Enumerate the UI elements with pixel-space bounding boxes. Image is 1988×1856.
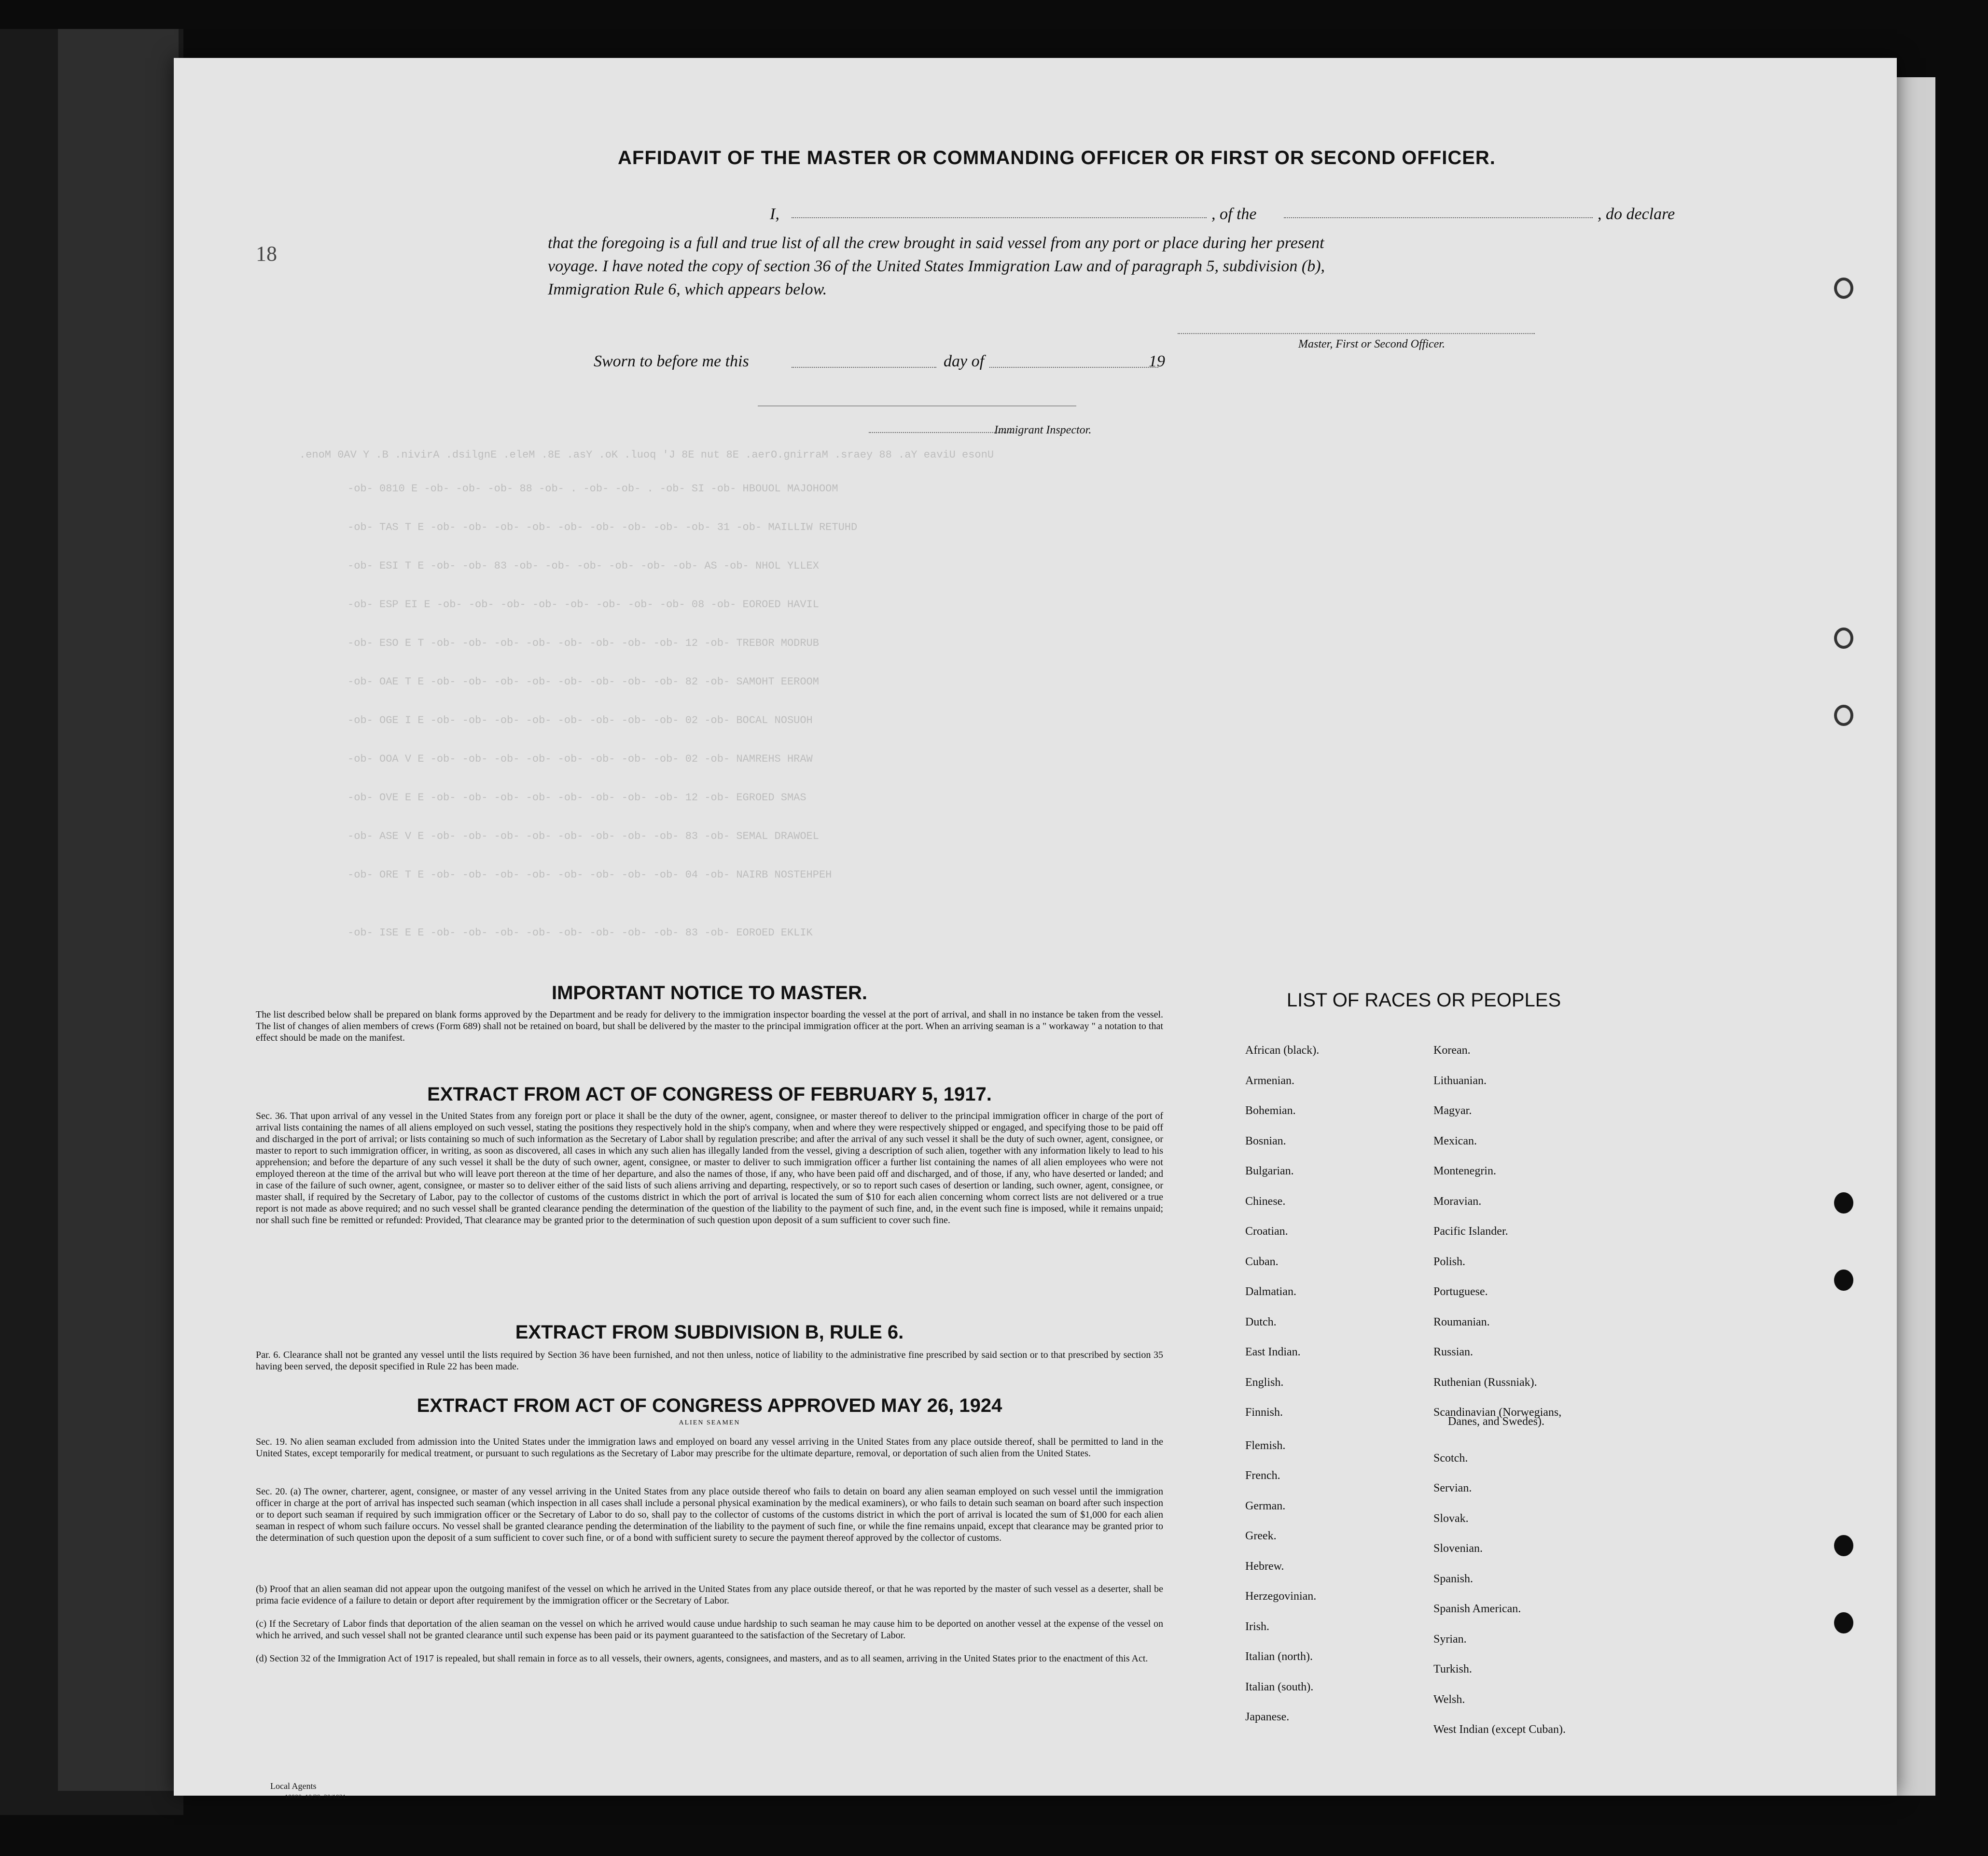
bleed-through-header: .enoM 0AV Y .B .nivirA .dsilgnE .eleM .8E .asY .oK .luoq 'J 8E nut 8E .aerO.gnirraM .sraey 88 .aY eaviU esonU <box>299 449 994 461</box>
bleed-through-row: -ob- ESI T E -ob- -ob- 83 -ob- -ob- -ob- -ob- -ob- -ob- AS -ob- NHOL YLLEX <box>348 560 819 572</box>
race-item: Turkish. <box>1433 1663 1472 1675</box>
race-item: Bohemian. <box>1245 1104 1296 1117</box>
race-item: Herzegovinian. <box>1245 1590 1317 1603</box>
race-item: Scotch. <box>1433 1451 1468 1465</box>
race-item: Pacific Islander. <box>1433 1225 1508 1238</box>
bleed-through-row: -ob- OOA V E -ob- -ob- -ob- -ob- -ob- -ob- -ob- -ob- 02 -ob- NAMREHS HRAW <box>348 753 813 765</box>
binder-hole <box>1834 1535 1853 1556</box>
race-item: Korean. <box>1433 1044 1471 1057</box>
race-item: Cuban. <box>1245 1255 1279 1268</box>
under-sheet <box>58 29 179 1791</box>
race-item: Servian. <box>1433 1482 1472 1494</box>
race-item: Greek. <box>1245 1530 1277 1542</box>
extract-1924-subheading: ALIEN SEAMEN <box>679 1419 740 1426</box>
extract-1924-sec20a: Sec. 20. (a) The owner, charterer, agent, consignee, or master of any vessel arriving in the United States from any place outside thereof who fails to detain on board any alien seaman employed on such vessel until the immigration officer in charge at the port of arrival has inspected such seaman (which inspection in all cases shall include a personal physical examination by the medical examiners), or who fails to detain such seaman on board after such inspection or to deport such seaman if required by such immigration officer or the Secretary of Labor to do so, shall pay to the collector of customs of the customs district in which the port of arrival is located the sum of $1,000 for each alien seaman in respect of whom such failure occurs. No vessel shall be granted clearance pending the determination of the liability to the payment of such fine, or while the fine remains unpaid, except that clearance may be granted prior to the determination of such question upon the deposit of a sum sufficient to cover such fine, or of a bond with sufficient surety to secure the payment thereof approved by the collector of customs. <box>256 1486 1163 1543</box>
race-item: Scandinavian (Norwegians, <box>1433 1406 1562 1419</box>
race-item: French. <box>1245 1469 1280 1482</box>
extract-1917-text: Sec. 36. That upon arrival of any vessel in the United States from any foreign port or place it shall be the duty of the owner, agent, consignee, or master thereof to deliver to the principal immigration officer in charge of the port of arrival lists containing the names of all aliens employed on such vessel, stating the positions they respectively hold in the ship's company, when and where they were respectively shipped or engaged, and specifying those to be paid off and discharged in the port of arrival; or lists containing so much of such information as the Secretary of Labor shall by regulation prescribe; and after the arrival of any such vessel it shall be the duty of such owner, agent, consignee, or master to report to such immigration officer, in writing, as soon as discovered, all cases in which any such alien has illegally landed from the vessel, giving a description of such alien, together with any information likely to lead to his apprehension; and before the departure of any such vessel it shall be the duty of such owner, agent, consignee, or master to deliver to such immigration officer a further list containing the names of all alien employees who were not employed thereon at the time of the arrival but who will leave port thereon at the time of her departure, and also the names of those, if any, who have been paid off and discharged, and of those, if any, who have deserted or landed; and in case of the failure of such owner, agent, consignee, or master so to deliver either of the said lists of such aliens arriving and departing, respectively, or so to report such cases of desertion or landing, such owner, agent, consignee, or master shall, if required by the Secretary of Labor, pay to the collector of customs of the customs district in which the port of arrival is located the sum of $10 for each alien concerning whom correct lists are not delivered or a true report is not made as above required; and no such vessel shall be granted clearance pending the determination of the question of the liability to the payment of such fine, and, in the event such fine is imposed, while it remains unpaid; nor shall such fine be remitted or refunded: Provided, That clearance may be granted prior to the determination of such question upon deposit of a sum sufficient to cover such fine. <box>256 1111 1163 1226</box>
race-item: Japanese. <box>1245 1711 1290 1723</box>
race-item: African (black). <box>1245 1044 1320 1057</box>
footer-print-code: 10000. 10/29. 20/1021. <box>285 1794 348 1801</box>
affidavit-line-1: that the foregoing is a full and true list of all the crew brought in said vessel from any port or place during her present <box>548 234 1324 252</box>
race-item: Spanish American. <box>1433 1603 1521 1615</box>
affidavit-of-the: , of the <box>1211 205 1257 223</box>
officer-signature-line <box>1178 333 1535 334</box>
year-label: 19 <box>1149 352 1165 370</box>
vessel-name-blank <box>1284 217 1593 218</box>
form-page <box>174 58 1897 1801</box>
extract-1924-heading: EXTRACT FROM ACT OF CONGRESS APPROVED MAY 26, 1924 <box>417 1395 1002 1416</box>
binder-hole <box>1834 705 1853 726</box>
race-item: Irish. <box>1245 1620 1269 1633</box>
inspector-top-line <box>758 405 1076 406</box>
race-item: West Indian (except Cuban). <box>1433 1723 1566 1736</box>
race-item: Croatian. <box>1245 1225 1288 1238</box>
bleed-through-row: -ob- ORE T E -ob- -ob- -ob- -ob- -ob- -ob- -ob- -ob- 04 -ob- NAIRB NOSTEHPEH <box>348 869 832 881</box>
race-item: Italian (north). <box>1245 1650 1313 1663</box>
race-item: Dalmatian. <box>1245 1285 1296 1298</box>
notice-text: The list described below shall be prepared on blank forms approved by the Department and be ready for delivery to the immigration inspector boarding the vessel at the port of arrival, and shall in no instance be taken from the vessel. The list of changes of alien members of crews (Form 689) shall not be retained on board, but shall be delivered by the master to the principal immigration officer at the port. When an arriving seaman is a " workaway " a notation to that effect should be made on the manifest. <box>256 1009 1163 1043</box>
inspector-signature-line <box>869 432 1014 433</box>
race-scandinavian-continued: Danes, and Swedes). <box>1448 1415 1544 1428</box>
race-item: Slovenian. <box>1433 1542 1483 1555</box>
bleed-through-row: -ob- ASE V E -ob- -ob- -ob- -ob- -ob- -ob- -ob- -ob- 83 -ob- SEMAL DRAWOEL <box>348 830 819 842</box>
race-item: Flemish. <box>1245 1439 1286 1452</box>
sworn-month-blank <box>989 367 1158 368</box>
race-item: Hebrew. <box>1245 1560 1284 1573</box>
affidavit-i: I, <box>770 205 779 223</box>
binder-hole <box>1834 628 1853 649</box>
extract-1924-sec19: Sec. 19. No alien seaman excluded from admission into the United States under the immigration laws and employed on board any vessel arriving in the United States from any place outside thereof, shall be permitted to land in the United States, except temporarily for medical treatment, or pursuant to such regulations as the Secretary of Labor may prescribe for the ultimate departure, removal, or deportation of such alien from the United States. <box>256 1437 1163 1459</box>
race-item: Finnish. <box>1245 1406 1283 1419</box>
race-item: Moravian. <box>1433 1195 1482 1208</box>
binder-hole <box>1834 1270 1853 1291</box>
bleed-through-row: -ob- 0810 E -ob- -ob- -ob- 88 -ob- . -ob- -ob- . -ob- SI -ob- HBOUOL MAJOHOOM <box>348 483 838 495</box>
race-item: Spanish. <box>1433 1572 1474 1585</box>
race-item: Chinese. <box>1245 1195 1286 1208</box>
race-item: Portuguese. <box>1433 1285 1488 1298</box>
race-item: Syrian. <box>1433 1633 1467 1646</box>
race-item: English. <box>1245 1376 1284 1389</box>
race-item: German. <box>1245 1499 1286 1512</box>
race-item: Lithuanian. <box>1433 1074 1487 1087</box>
binder-hole <box>1834 1612 1853 1633</box>
race-item: Bosnian. <box>1245 1134 1286 1147</box>
race-item: Ruthenian (Russniak). <box>1433 1376 1537 1389</box>
races-heading: LIST OF RACES OR PEOPLES <box>1286 990 1561 1011</box>
affidavit-declare: , do declare <box>1598 205 1675 223</box>
day-of-label: day of <box>944 352 985 370</box>
sworn-label: Sworn to before me this <box>594 352 749 370</box>
race-item: Bulgarian. <box>1245 1165 1294 1177</box>
officer-label: Master, First or Second Officer. <box>1298 338 1445 350</box>
affidavit-line-2: voyage. I have noted the copy of section 36 of the United States Immigration Law and of paragraph 5, subdivision (b), <box>548 257 1325 275</box>
race-item: Montenegrin. <box>1433 1165 1496 1177</box>
race-item: Italian (south). <box>1245 1680 1314 1693</box>
race-item: Magyar. <box>1433 1104 1472 1117</box>
extract-rule6-heading: EXTRACT FROM SUBDIVISION B, RULE 6. <box>515 1322 904 1343</box>
race-item: Roumanian. <box>1433 1315 1490 1328</box>
binder-hole <box>1834 1192 1853 1214</box>
race-item: East Indian. <box>1245 1346 1301 1358</box>
extract-1924-sec20d: (d) Section 32 of the Immigration Act of 1917 is repealed, but shall remain in force as to all vessels, their owners, agents, consignees, and masters, and as to all seamen, arriving in the United States prior to the enactment of this Act. <box>256 1653 1148 1664</box>
officer-name-blank <box>792 217 1207 218</box>
notice-heading: IMPORTANT NOTICE TO MASTER. <box>551 982 868 1004</box>
extract-1917-heading: EXTRACT FROM ACT OF CONGRESS OF FEBRUARY 5, 1917. <box>427 1084 992 1105</box>
bleed-through-row: -ob- OAE T E -ob- -ob- -ob- -ob- -ob- -ob- -ob- -ob- 82 -ob- SAMOHT EEROOM <box>348 676 819 688</box>
bleed-through-row: -ob- ISE E E -ob- -ob- -ob- -ob- -ob- -ob- -ob- -ob- 83 -ob- EOROED EKLIK <box>348 927 813 939</box>
race-item: Armenian. <box>1245 1074 1294 1087</box>
race-item: Russian. <box>1433 1346 1474 1358</box>
extract-rule6-text: Par. 6. Clearance shall not be granted any vessel until the lists required by Section 36 have been furnished, and not then unless, notice of liability to the administrative fine prescribed by said section or to that prescribed by section 35 having been served, the deposit specified in Rule 22 has been made. <box>256 1350 1163 1372</box>
bleed-through-row: -ob- ESO E T -ob- -ob- -ob- -ob- -ob- -ob- -ob- -ob- 12 -ob- TREBOR MODRUB <box>348 637 819 649</box>
bleed-through-row: -ob- OGE I E -ob- -ob- -ob- -ob- -ob- -ob- -ob- -ob- 02 -ob- BOCAL NOSUOH <box>348 714 813 726</box>
race-item: Mexican. <box>1433 1134 1477 1147</box>
inspector-label: Immigrant Inspector. <box>994 424 1092 436</box>
folio-number: 18 <box>256 242 277 265</box>
bleed-through-row: -ob- ESP EI E -ob- -ob- -ob- -ob- -ob- -ob- -ob- -ob- 08 -ob- EOROED HAVIL <box>348 599 819 611</box>
binder-hole <box>1834 278 1853 299</box>
footer-agent: Local Agents <box>270 1781 317 1791</box>
race-item: Dutch. <box>1245 1315 1277 1328</box>
extract-1924-sec20b: (b) Proof that an alien seaman did not appear upon the outgoing manifest of the vessel on which he arrived in the United States from any place outside thereof, or that he was reported by the master of such vessel as a deserter, shall be prima facie evidence of a failure to detain or deport after requirement by the immigration officer or the Secretary of Labor. <box>256 1584 1163 1606</box>
race-item: Slovak. <box>1433 1512 1469 1525</box>
bleed-through-row: -ob- OVE E E -ob- -ob- -ob- -ob- -ob- -ob- -ob- -ob- 12 -ob- EGROED SMAS <box>348 792 806 804</box>
race-item: Polish. <box>1433 1255 1466 1268</box>
race-item: Welsh. <box>1433 1693 1465 1706</box>
affidavit-heading: AFFIDAVIT OF THE MASTER OR COMMANDING OFFICER OR FIRST OR SECOND OFFICER. <box>618 147 1496 168</box>
affidavit-line-3: Immigration Rule 6, which appears below. <box>548 280 827 298</box>
bleed-through-row: -ob- TAS T E -ob- -ob- -ob- -ob- -ob- -ob- -ob- -ob- -ob- 31 -ob- MAILLIW RETUHD <box>348 521 858 533</box>
extract-1924-sec20c: (c) If the Secretary of Labor finds that deportation of the alien seaman on the vessel on which he arrived would cause undue hardship to such seaman he may cause him to be deported on another vessel at the expense of the vessel on which he arrived, and such vessel shall not be granted clearance until such expense has been paid or its payment guaranteed to the satisfaction of the Secretary of Labor. <box>256 1619 1163 1641</box>
sworn-day-blank <box>792 367 936 368</box>
